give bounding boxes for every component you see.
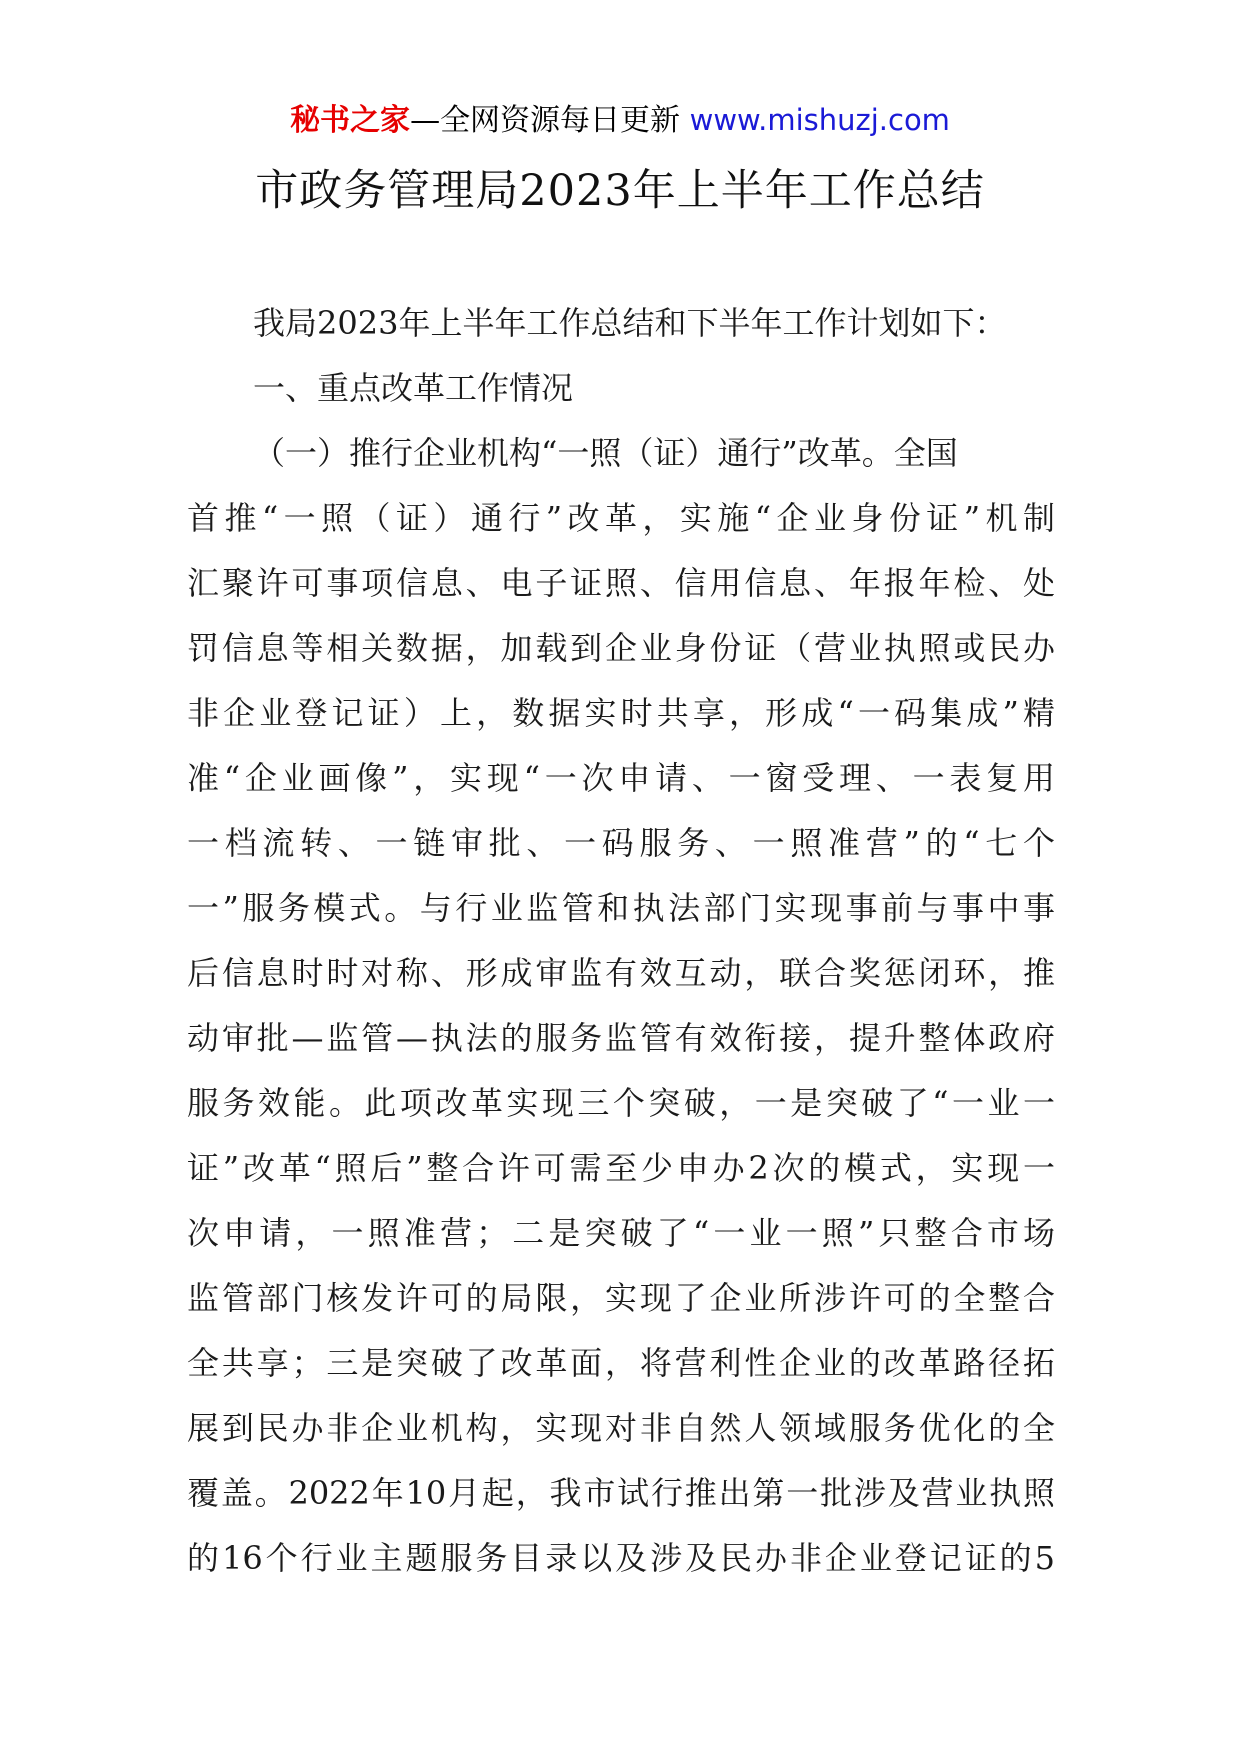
paragraph-line: 首推“一照（证）通行”改革，实施“企业身份证”机制 <box>187 499 1055 537</box>
site-header <box>0 100 1240 141</box>
document-title: 市政务管理局2023年上半年工作总结 <box>255 166 985 216</box>
section-heading: 一、重点改革工作情况 <box>253 369 574 407</box>
header-tagline: —全网资源每日更新 <box>410 103 690 138</box>
site-url-link[interactable]: www.mishuzj.com <box>689 103 950 137</box>
paragraph-line: 次申请，一照准营；二是突破了“一业一照”只整合市场 <box>187 1214 1055 1252</box>
paragraph-line: 非企业登记证）上，数据实时共享，形成“一码集成”精 <box>187 694 1055 732</box>
paragraph-line: 监管部门核发许可的局限，实现了企业所涉许可的全整合 <box>187 1279 1055 1317</box>
paragraph-line: 一档流转、一链审批、一码服务、一照准营”的“七个 <box>187 824 1055 862</box>
paragraph-line: 后信息时时对称、形成审监有效互动，联合奖惩闭环，推 <box>187 954 1055 992</box>
paragraph-line: 一”服务模式。与行业监管和执法部门实现事前与事中事 <box>187 889 1055 927</box>
paragraph-line: 服务效能。此项改革实现三个突破，一是突破了“一业一 <box>187 1084 1055 1122</box>
paragraph-line: （一）推行企业机构“一照（证）通行”改革。全国 <box>253 434 958 472</box>
document-body <box>187 291 1055 1591</box>
brand-name: 秘书之家 <box>290 103 411 138</box>
paragraph-line: 准“企业画像”，实现“一次申请、一窗受理、一表复用 <box>187 759 1055 797</box>
paragraph-line: 覆盖。2022年10月起，我市试行推出第一批涉及营业执照 <box>187 1474 1055 1512</box>
paragraph-line: 展到民办非企业机构，实现对非自然人领域服务优化的全 <box>187 1409 1055 1447</box>
paragraph-line: 证”改革“照后”整合许可需至少申办2次的模式，实现一 <box>187 1149 1055 1187</box>
paragraph-line: 罚信息等相关数据，加载到企业身份证（营业执照或民办 <box>187 629 1055 667</box>
paragraph-line: 动审批—监管—执法的服务监管有效衔接，提升整体政府 <box>187 1019 1055 1057</box>
paragraph-line: 的16个行业主题服务目录以及涉及民办非企业登记证的5 <box>187 1539 1055 1577</box>
paragraph-line: 全共享；三是突破了改革面，将营利性企业的改革路径拓 <box>187 1344 1055 1382</box>
intro-paragraph: 我局2023年上半年工作总结和下半年工作计划如下： <box>253 304 1007 342</box>
paragraph-line: 汇聚许可事项信息、电子证照、信用信息、年报年检、处 <box>187 564 1055 602</box>
